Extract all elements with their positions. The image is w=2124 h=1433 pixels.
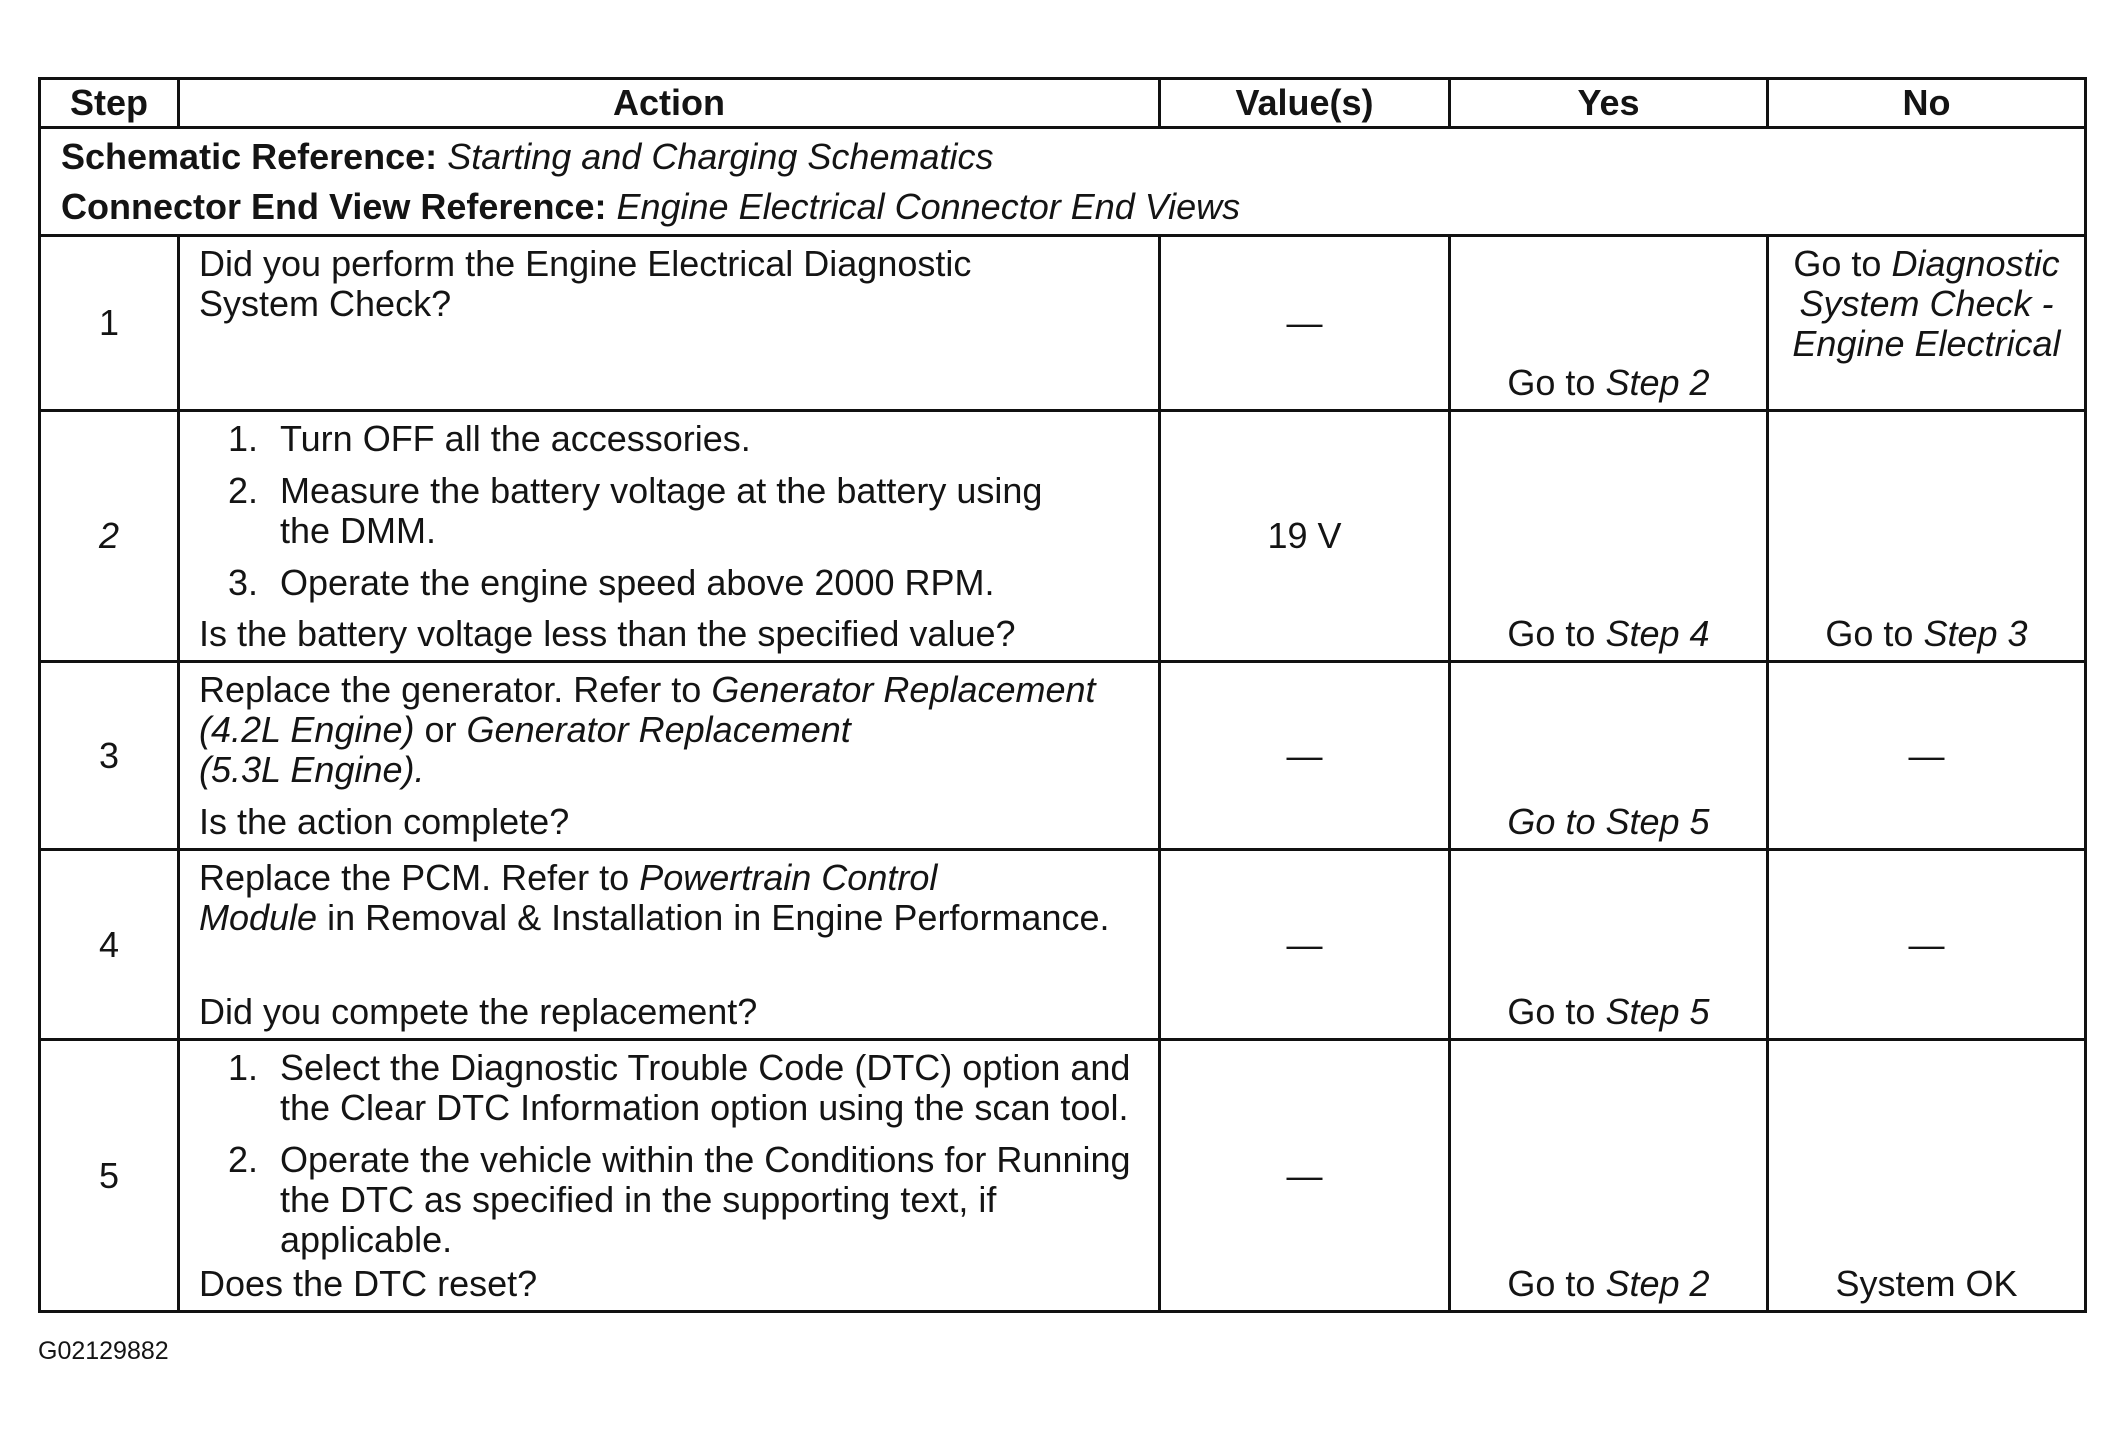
yes-go-to <box>1507 992 1709 1032</box>
action-text-run: Replace the generator. Refer to <box>199 669 702 710</box>
list-item-text <box>280 1048 1148 1128</box>
list-item-number: 3. <box>227 562 258 603</box>
row-5-yes <box>1451 1041 1769 1313</box>
schematic-reference-label: Schematic Reference: <box>61 136 438 177</box>
action-line: the DTC as specified in the supporting text, if <box>280 1179 997 1220</box>
row-5-action <box>180 1041 1161 1313</box>
go-to-target: System Check - <box>1799 283 2054 324</box>
action-line <box>199 898 1148 938</box>
action-line: the Clear DTC Information option using the scan tool. <box>280 1087 1129 1128</box>
no-go-to-line <box>1792 324 2060 364</box>
go-to-prefix: Go to <box>1793 243 1882 284</box>
action-list-item <box>199 471 1148 551</box>
list-item-number: 1. <box>227 418 258 459</box>
row-2-value: 19 V <box>1161 412 1451 663</box>
go-to-prefix: Go to <box>1825 613 1914 654</box>
action-line: the DMM. <box>280 510 437 551</box>
reference-title: Generator Replacement <box>711 669 1096 710</box>
reference-title: Powertrain Control <box>639 857 938 898</box>
list-item-text <box>280 471 1148 551</box>
connector-reference-label: Connector End View Reference: <box>61 186 607 227</box>
reference-title: Module <box>199 897 318 938</box>
action-line: Operate the engine speed above 2000 RPM. <box>280 562 995 603</box>
row-3-no <box>1769 663 2087 851</box>
row-1-no <box>1769 237 2087 412</box>
action-text-run: in Removal & Installation in Engine Performance. <box>327 897 1110 938</box>
row-4-action-text <box>199 858 1148 938</box>
yes-go-to <box>1507 363 1709 403</box>
row-3-yes <box>1451 663 1769 851</box>
no-go-to-line <box>1799 284 2053 324</box>
row-4-yes <box>1451 851 1769 1041</box>
yes-go-to <box>1507 1264 1709 1304</box>
connector-reference <box>61 182 2084 232</box>
no-go-to <box>1793 244 2059 284</box>
header-no: No <box>1769 80 2087 129</box>
row-1-yes <box>1451 237 1769 412</box>
no-result-dash: — <box>1908 923 1945 965</box>
action-line: Select the Diagnostic Trouble Code (DTC) option and <box>280 1047 1131 1088</box>
row-2-step: 2 <box>41 412 180 663</box>
go-to-prefix: Go to <box>1507 362 1596 403</box>
action-line: System Check? <box>199 283 452 324</box>
action-line <box>199 710 1148 750</box>
connector-reference-value: Engine Electrical Connector End Views <box>616 186 1241 227</box>
schematic-reference <box>61 132 2084 182</box>
row-1-action-text <box>199 244 1148 324</box>
yes-go-to <box>1507 614 1709 654</box>
list-item-number: 2. <box>227 1139 258 1180</box>
row-5-question: Does the DTC reset? <box>199 1263 538 1304</box>
row-1-value: — <box>1161 237 1451 412</box>
list-item-text <box>280 419 1148 459</box>
action-line: Turn OFF all the accessories. <box>280 418 751 459</box>
diagnostic-table <box>38 77 2087 1313</box>
go-to-target: Step 5 <box>1605 991 1710 1032</box>
go-to-target: Step 2 <box>1605 1263 1710 1304</box>
header-step: Step <box>41 80 180 129</box>
row-5-step: 5 <box>41 1041 180 1313</box>
action-list-item <box>199 1048 1148 1128</box>
figure-id: G02129882 <box>38 1337 169 1365</box>
list-item-text <box>280 563 1148 603</box>
action-list-item <box>199 1140 1148 1260</box>
row-5-value: — <box>1161 1041 1451 1313</box>
row-2-action <box>180 412 1161 663</box>
row-3-step: 3 <box>41 663 180 851</box>
row-4-value: — <box>1161 851 1451 1041</box>
action-text-run: Replace the PCM. Refer to <box>199 857 630 898</box>
action-line: applicable. <box>280 1219 453 1260</box>
go-to-target: Step 3 <box>1923 613 2028 654</box>
row-2-no <box>1769 412 2087 663</box>
row-4-no <box>1769 851 2087 1041</box>
go-to-text: Go to Step 5 <box>1507 801 1710 842</box>
yes-go-to <box>1507 802 1709 842</box>
action-list-item <box>199 419 1148 459</box>
row-4-step: 4 <box>41 851 180 1041</box>
row-5-no <box>1769 1041 2087 1313</box>
row-2-question: Is the battery voltage less than the specified value? <box>199 613 1016 654</box>
action-line <box>199 670 1148 710</box>
list-item-text <box>280 1140 1148 1260</box>
reference-title: (5.3L Engine). <box>199 749 425 790</box>
action-list-item <box>199 563 1148 603</box>
no-go-to <box>1825 614 2027 654</box>
header-action: Action <box>180 80 1161 129</box>
no-result-dash: — <box>1908 734 1945 776</box>
action-line: Measure the battery voltage at the battery using <box>280 470 1043 511</box>
go-to-target: Engine Electrical <box>1792 323 2061 364</box>
no-result-text: System OK <box>1835 1263 2018 1304</box>
action-text-run: or <box>424 709 457 750</box>
go-to-prefix: Go to <box>1507 991 1596 1032</box>
row-2-yes <box>1451 412 1769 663</box>
go-to-prefix: Go to <box>1507 1263 1596 1304</box>
row-1-step: 1 <box>41 237 180 412</box>
schematic-reference-value: Starting and Charging Schematics <box>447 136 994 177</box>
action-line <box>199 750 1148 790</box>
list-item-number: 2. <box>227 470 258 511</box>
row-3-value: — <box>1161 663 1451 851</box>
action-line <box>199 858 1148 898</box>
action-line: Did you perform the Engine Electrical Diagnostic <box>199 243 972 284</box>
reference-row <box>41 129 2087 237</box>
header-values: Value(s) <box>1161 80 1451 129</box>
row-4-question: Did you compete the replacement? <box>199 991 758 1032</box>
action-line: Operate the vehicle within the Conditions for Running <box>280 1139 1131 1180</box>
row-1-action <box>180 237 1161 412</box>
row-2-action-list <box>199 419 1148 603</box>
row-5-action-list <box>199 1048 1148 1260</box>
row-4-action <box>180 851 1161 1041</box>
list-item-number: 1. <box>227 1047 258 1088</box>
go-to-target: Step 2 <box>1605 362 1710 403</box>
go-to-target: Diagnostic <box>1891 243 2060 284</box>
row-3-action-text <box>199 670 1148 790</box>
reference-title: Generator Replacement <box>466 709 851 750</box>
row-3-question: Is the action complete? <box>199 801 570 842</box>
go-to-target: Step 4 <box>1605 613 1710 654</box>
reference-title: (4.2L Engine) <box>199 709 415 750</box>
go-to-prefix: Go to <box>1507 613 1596 654</box>
row-3-action <box>180 663 1161 851</box>
header-yes: Yes <box>1451 80 1769 129</box>
